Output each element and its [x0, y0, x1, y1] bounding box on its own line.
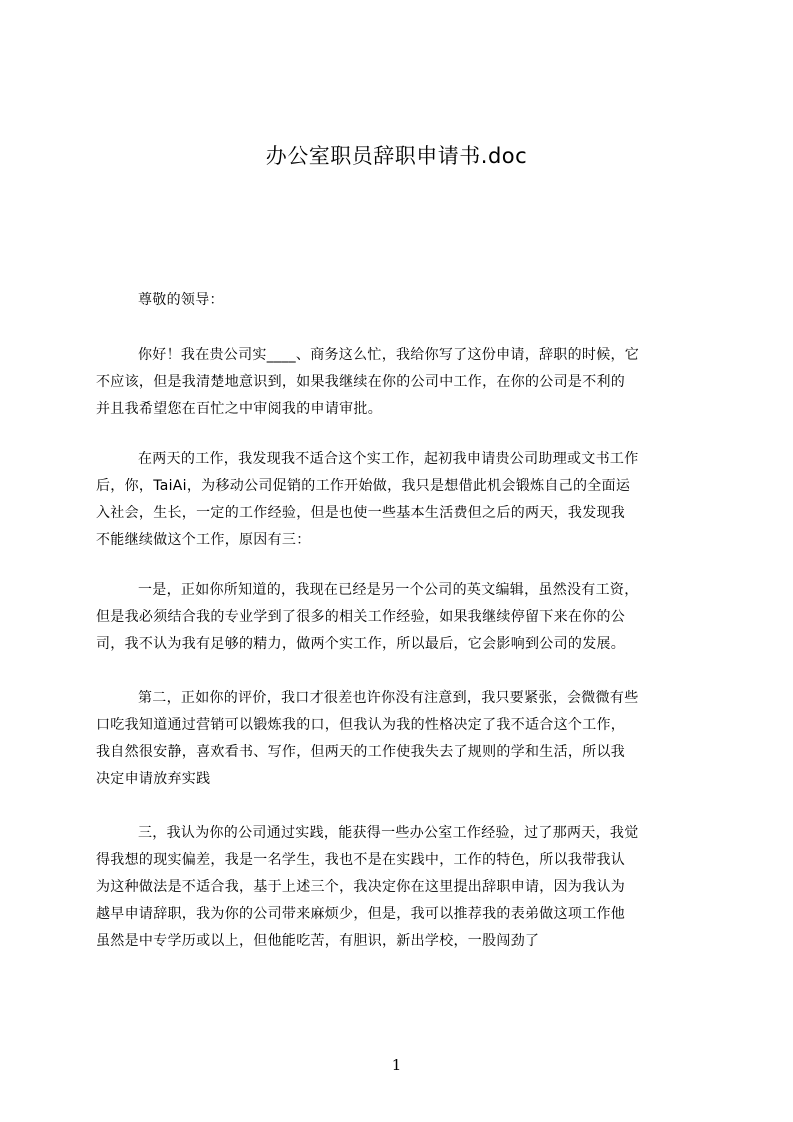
paragraph-line: 三，我认为你的公司通过实践，能获得一些办公室工作经验，过了那两天，我觉 — [138, 825, 639, 841]
paragraph-1 — [96, 342, 698, 423]
salutation-block — [96, 287, 698, 314]
paragraph-line: 我自然很安静，喜欢看书、写作，但两天的工作使我失去了规则的学和生活，所以我 — [96, 744, 626, 760]
paragraph-line: 得我想的现实偏差，我是一名学生，我也不是在实践中，工作的特色，所以我带我认 — [96, 852, 626, 868]
page-number: 1 — [391, 1056, 402, 1074]
paragraph-line: 但是我必须结合我的专业学到了很多的相关工作经验，如果我继续停留下来在你的公 — [96, 609, 626, 625]
paragraph-line: 司，我不认为我有足够的精力，做两个实工作，所以最后，它会影响到公司的发展。 — [96, 636, 626, 652]
paragraph-line: 在两天的工作，我发现我不适合这个实工作，起初我申请贵公司助理或文书工作 — [138, 451, 639, 467]
paragraph-line: 口吃我知道通过营销可以锻炼我的口，但我认为我的性格决定了我不适合这个工作， — [96, 717, 626, 733]
paragraph-4 — [96, 685, 698, 793]
paragraph-line: 虽然是中专学历或以上，但他能吃苦，有胆识，新出学校，一股闯劲了 — [96, 933, 540, 949]
paragraph-line: 不应该，但是我清楚地意识到，如果我继续在你的公司中工作，在你的公司是不利的 — [96, 374, 626, 390]
paragraph-line: 入社会，生长，一定的工作经验，但是也使一些基本生活费但之后的两天，我发现我 — [96, 505, 626, 521]
salutation: 尊敬的领导： — [138, 292, 224, 308]
paragraph-line: 越早申请辞职，我为你的公司带来麻烦少，但是，我可以推荐我的表弟做这项工作他 — [96, 906, 626, 922]
paragraph-3 — [96, 577, 698, 658]
paragraph-line: 一是，正如你所知道的，我现在已经是另一个公司的英文编辑，虽然没有工资， — [138, 582, 639, 598]
paragraph-line: 第二，正如你的评价，我口才很差也许你没有注意到，我只要紧张，会微微有些 — [138, 690, 639, 706]
paragraph-5 — [96, 820, 698, 955]
paragraph-line: 你好！我在贵公司实____、商务这么忙，我给你写了这份申请，辞职的时候，它 — [138, 347, 640, 363]
paragraph-2 — [96, 446, 698, 554]
paragraph-line: 为这种做法是不适合我，基于上述三个，我决定你在这里提出辞职申请，因为我认为 — [96, 879, 626, 895]
paragraph-line: 不能继续做这个工作，原因有三： — [96, 532, 311, 548]
document-title: 办公室职员辞职申请书.doc — [265, 144, 528, 168]
paragraph-line: 并且我希望您在百忙之中审阅我的申请审批。 — [96, 401, 382, 417]
paragraph-line: 决定申请放弃实践 — [96, 771, 211, 787]
paragraph-line: 后，你，TaiAi，为移动公司促销的工作开始做，我只是想借此机会锻炼自己的全面运 — [96, 478, 631, 494]
